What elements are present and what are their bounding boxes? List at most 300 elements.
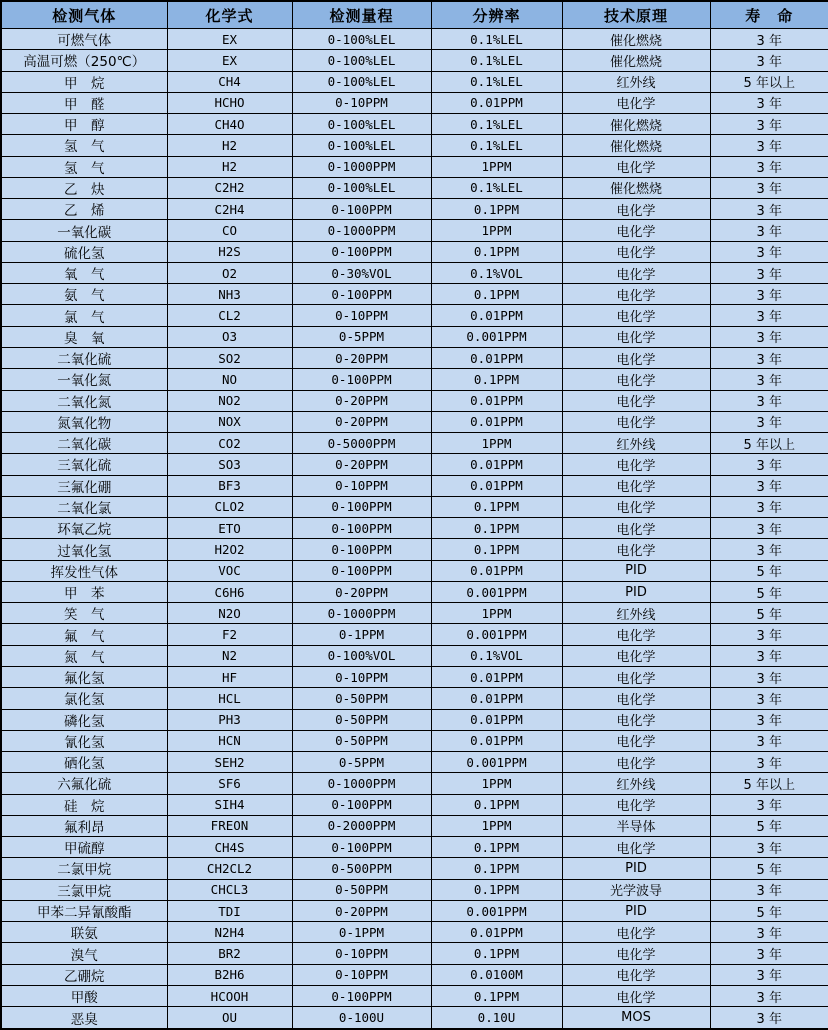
- table-cell: 0.001PPM: [431, 900, 562, 921]
- table-cell: 0-10PPM: [292, 964, 431, 985]
- table-cell: NOX: [167, 411, 292, 432]
- table-row: [1, 433, 828, 454]
- table-cell: CH2CL2: [167, 858, 292, 879]
- table-cell: 3 年: [710, 50, 828, 71]
- table-cell: 红外线: [562, 433, 710, 454]
- table-row: [1, 815, 828, 836]
- table-cell: H2: [167, 135, 292, 156]
- table-row: [1, 135, 828, 156]
- table-cell: 氧 气: [1, 262, 167, 283]
- table-row: [1, 688, 828, 709]
- table-cell: 0-100PPM: [292, 369, 431, 390]
- table-cell: 0.01PPM: [431, 92, 562, 113]
- table-cell: 1PPM: [431, 773, 562, 794]
- table-cell: 电化学: [562, 92, 710, 113]
- table-cell: 5 年: [710, 581, 828, 602]
- table-cell: 乙硼烷: [1, 964, 167, 985]
- table-cell: 0.1PPM: [431, 241, 562, 262]
- table-cell: BR2: [167, 943, 292, 964]
- table-row: [1, 603, 828, 624]
- table-cell: 电化学: [562, 624, 710, 645]
- table-cell: 3 年: [710, 943, 828, 964]
- table-cell: 0.01PPM: [431, 922, 562, 943]
- table-cell: C2H4: [167, 199, 292, 220]
- table-cell: 笑 气: [1, 603, 167, 624]
- table-cell: 恶臭: [1, 1007, 167, 1029]
- table-cell: 过氧化氢: [1, 539, 167, 560]
- table-cell: 联氨: [1, 922, 167, 943]
- table-cell: 电化学: [562, 454, 710, 475]
- table-cell: 甲 醛: [1, 92, 167, 113]
- table-cell: H2: [167, 156, 292, 177]
- table-row: [1, 411, 828, 432]
- table-row: [1, 858, 828, 879]
- table-cell: 高温可燃（250℃）: [1, 50, 167, 71]
- table-cell: C2H2: [167, 177, 292, 198]
- table-cell: 1PPM: [431, 220, 562, 241]
- table-cell: 电化学: [562, 326, 710, 347]
- table-cell: 二氯甲烷: [1, 858, 167, 879]
- table-cell: PH3: [167, 709, 292, 730]
- table-row: [1, 794, 828, 815]
- table-row: [1, 879, 828, 900]
- table-cell: 0.0100M: [431, 964, 562, 985]
- table-cell: 3 年: [710, 794, 828, 815]
- table-cell: 0.1PPM: [431, 794, 562, 815]
- table-cell: 0.1PPM: [431, 539, 562, 560]
- table-cell: 0.01PPM: [431, 666, 562, 687]
- table-cell: 二氧化碳: [1, 433, 167, 454]
- table-row: [1, 390, 828, 411]
- table-cell: 氟化氢: [1, 666, 167, 687]
- table-cell: 0-100PPM: [292, 199, 431, 220]
- table-row: [1, 496, 828, 517]
- table-row: [1, 773, 828, 794]
- table-cell: 红外线: [562, 71, 710, 92]
- table-cell: 0.01PPM: [431, 411, 562, 432]
- table-cell: 0.01PPM: [431, 305, 562, 326]
- table-cell: 0-50PPM: [292, 709, 431, 730]
- table-cell: 电化学: [562, 305, 710, 326]
- table-cell: 红外线: [562, 603, 710, 624]
- table-cell: O2: [167, 262, 292, 283]
- table-cell: 硅 烷: [1, 794, 167, 815]
- table-cell: F2: [167, 624, 292, 645]
- table-cell: 氟利昂: [1, 815, 167, 836]
- table-row: [1, 156, 828, 177]
- table-cell: BF3: [167, 475, 292, 496]
- table-cell: 0-100PPM: [292, 560, 431, 581]
- table-cell: 催化燃烧: [562, 135, 710, 156]
- table-cell: 0.1PPM: [431, 837, 562, 858]
- table-cell: 电化学: [562, 964, 710, 985]
- table-cell: HCL: [167, 688, 292, 709]
- table-cell: 0-10PPM: [292, 92, 431, 113]
- table-cell: 催化燃烧: [562, 177, 710, 198]
- table-row: [1, 666, 828, 687]
- table-cell: 0-20PPM: [292, 900, 431, 921]
- table-cell: 0-100U: [292, 1007, 431, 1029]
- column-header: 寿 命: [710, 1, 828, 29]
- table-cell: 臭 氧: [1, 326, 167, 347]
- table-cell: SF6: [167, 773, 292, 794]
- table-cell: 乙 炔: [1, 177, 167, 198]
- table-cell: 1PPM: [431, 603, 562, 624]
- table-cell: 5 年: [710, 560, 828, 581]
- table-cell: 催化燃烧: [562, 50, 710, 71]
- table-cell: 3 年: [710, 177, 828, 198]
- table-cell: 5 年以上: [710, 71, 828, 92]
- table-cell: 5 年: [710, 603, 828, 624]
- table-cell: HF: [167, 666, 292, 687]
- table-row: [1, 71, 828, 92]
- table-cell: 电化学: [562, 837, 710, 858]
- table-cell: 3 年: [710, 879, 828, 900]
- table-row: [1, 709, 828, 730]
- table-cell: 3 年: [710, 114, 828, 135]
- table-cell: 3 年: [710, 539, 828, 560]
- table-cell: 电化学: [562, 539, 710, 560]
- table-cell: ETO: [167, 518, 292, 539]
- table-cell: CL2: [167, 305, 292, 326]
- table-cell: 0.1PPM: [431, 943, 562, 964]
- table-cell: 甲 醇: [1, 114, 167, 135]
- table-cell: 六氟化硫: [1, 773, 167, 794]
- table-cell: 电化学: [562, 347, 710, 368]
- table-cell: 0.1PPM: [431, 985, 562, 1006]
- table-cell: H2O2: [167, 539, 292, 560]
- table-cell: 0-100PPM: [292, 241, 431, 262]
- table-cell: 3 年: [710, 284, 828, 305]
- table-cell: 5 年: [710, 815, 828, 836]
- table-cell: 3 年: [710, 156, 828, 177]
- table-cell: 0.1PPM: [431, 858, 562, 879]
- table-cell: 催化燃烧: [562, 114, 710, 135]
- table-cell: 3 年: [710, 347, 828, 368]
- table-row: [1, 475, 828, 496]
- table-cell: 0-10PPM: [292, 475, 431, 496]
- table-cell: 电化学: [562, 518, 710, 539]
- table-row: [1, 645, 828, 666]
- column-header: 检测量程: [292, 1, 431, 29]
- table-cell: 甲 苯: [1, 581, 167, 602]
- table-cell: NO2: [167, 390, 292, 411]
- table-cell: 可燃气体: [1, 29, 167, 50]
- table-cell: 0-100%LEL: [292, 71, 431, 92]
- table-row: [1, 985, 828, 1006]
- table-cell: 0-50PPM: [292, 688, 431, 709]
- table-cell: 0.1%LEL: [431, 71, 562, 92]
- column-header: 检测气体: [1, 1, 167, 29]
- table-cell: 光学波导: [562, 879, 710, 900]
- table-cell: 3 年: [710, 645, 828, 666]
- table-cell: 硫化氢: [1, 241, 167, 262]
- table-cell: 0-100%LEL: [292, 177, 431, 198]
- table-row: [1, 305, 828, 326]
- column-header: 技术原理: [562, 1, 710, 29]
- table-cell: 催化燃烧: [562, 29, 710, 50]
- table-cell: 二氧化氯: [1, 496, 167, 517]
- table-cell: 0-50PPM: [292, 879, 431, 900]
- table-cell: 甲 烷: [1, 71, 167, 92]
- table-cell: 三氟化硼: [1, 475, 167, 496]
- column-header: 化学式: [167, 1, 292, 29]
- table-cell: CH4: [167, 71, 292, 92]
- table-cell: 0.1PPM: [431, 879, 562, 900]
- table-cell: 5 年: [710, 900, 828, 921]
- table-cell: SIH4: [167, 794, 292, 815]
- table-cell: 0.001PPM: [431, 752, 562, 773]
- table-cell: MOS: [562, 1007, 710, 1029]
- table-row: [1, 199, 828, 220]
- table-cell: 0-5PPM: [292, 326, 431, 347]
- table-cell: 一氧化氮: [1, 369, 167, 390]
- table-cell: 0-100%LEL: [292, 135, 431, 156]
- table-cell: SEH2: [167, 752, 292, 773]
- table-cell: 三氧化硫: [1, 454, 167, 475]
- table-cell: 0-100PPM: [292, 284, 431, 305]
- table-cell: 0.1%LEL: [431, 29, 562, 50]
- table-cell: 5 年以上: [710, 433, 828, 454]
- table-cell: 氢 气: [1, 135, 167, 156]
- table-cell: 3 年: [710, 326, 828, 347]
- table-cell: 0-1PPM: [292, 624, 431, 645]
- table-cell: 0.01PPM: [431, 709, 562, 730]
- table-cell: 氯 气: [1, 305, 167, 326]
- table-cell: CH4S: [167, 837, 292, 858]
- table-cell: N2H4: [167, 922, 292, 943]
- table-cell: 电化学: [562, 709, 710, 730]
- table-cell: 一氧化碳: [1, 220, 167, 241]
- table-row: [1, 220, 828, 241]
- table-cell: 3 年: [710, 624, 828, 645]
- table-cell: 电化学: [562, 262, 710, 283]
- table-cell: 0-100PPM: [292, 539, 431, 560]
- table-cell: 3 年: [710, 29, 828, 50]
- table-cell: 三氯甲烷: [1, 879, 167, 900]
- table-cell: 电化学: [562, 922, 710, 943]
- table-cell: 0.01PPM: [431, 390, 562, 411]
- table-cell: 3 年: [710, 709, 828, 730]
- table-row: [1, 284, 828, 305]
- table-cell: 电化学: [562, 241, 710, 262]
- table-cell: 0.1%LEL: [431, 177, 562, 198]
- table-cell: 0.01PPM: [431, 475, 562, 496]
- table-cell: N2: [167, 645, 292, 666]
- table-row: [1, 964, 828, 985]
- table-cell: 氨 气: [1, 284, 167, 305]
- table-row: [1, 518, 828, 539]
- table-cell: HCN: [167, 730, 292, 751]
- table-cell: PID: [562, 900, 710, 921]
- table-cell: 氰化氢: [1, 730, 167, 751]
- table-cell: 磷化氢: [1, 709, 167, 730]
- table-cell: 电化学: [562, 284, 710, 305]
- table-row: [1, 752, 828, 773]
- table-cell: 1PPM: [431, 156, 562, 177]
- table-cell: PID: [562, 560, 710, 581]
- table-cell: 3 年: [710, 985, 828, 1006]
- table-cell: 电化学: [562, 730, 710, 751]
- table-cell: 甲硫醇: [1, 837, 167, 858]
- table-row: [1, 581, 828, 602]
- table-cell: EX: [167, 29, 292, 50]
- table-cell: 0-100PPM: [292, 794, 431, 815]
- table-cell: SO2: [167, 347, 292, 368]
- table-row: [1, 454, 828, 475]
- table-cell: 电化学: [562, 411, 710, 432]
- table-cell: 0-20PPM: [292, 411, 431, 432]
- table-row: [1, 92, 828, 113]
- table-cell: 0.1%LEL: [431, 135, 562, 156]
- table-row: [1, 29, 828, 50]
- table-cell: 0.001PPM: [431, 581, 562, 602]
- table-cell: 环氧乙烷: [1, 518, 167, 539]
- table-cell: 3 年: [710, 666, 828, 687]
- table-cell: HCOOH: [167, 985, 292, 1006]
- table-row: [1, 730, 828, 751]
- table-cell: 3 年: [710, 518, 828, 539]
- table-cell: 3 年: [710, 262, 828, 283]
- table-cell: 0-2000PPM: [292, 815, 431, 836]
- table-cell: 3 年: [710, 688, 828, 709]
- table-cell: 挥发性气体: [1, 560, 167, 581]
- table-cell: 甲苯二异氰酸酯: [1, 900, 167, 921]
- table-cell: OU: [167, 1007, 292, 1029]
- table-cell: 0-1000PPM: [292, 220, 431, 241]
- table-cell: 电化学: [562, 943, 710, 964]
- table-cell: 0-100PPM: [292, 518, 431, 539]
- table-cell: 3 年: [710, 199, 828, 220]
- table-cell: 0.1PPM: [431, 518, 562, 539]
- table-cell: 氟 气: [1, 624, 167, 645]
- table-cell: 电化学: [562, 496, 710, 517]
- table-cell: 0.01PPM: [431, 730, 562, 751]
- table-cell: 0-1000PPM: [292, 156, 431, 177]
- table-cell: 半导体: [562, 815, 710, 836]
- table-cell: 电化学: [562, 688, 710, 709]
- table-cell: CO2: [167, 433, 292, 454]
- table-cell: 氮氧化物: [1, 411, 167, 432]
- header-row: [1, 1, 828, 29]
- table-cell: 0-100PPM: [292, 496, 431, 517]
- table-cell: PID: [562, 581, 710, 602]
- table-row: [1, 369, 828, 390]
- table-cell: 电化学: [562, 475, 710, 496]
- table-cell: 0-30%VOL: [292, 262, 431, 283]
- table-cell: 0-10PPM: [292, 305, 431, 326]
- table-cell: 3 年: [710, 390, 828, 411]
- table-row: [1, 539, 828, 560]
- table-cell: 3 年: [710, 454, 828, 475]
- table-cell: 0.1%LEL: [431, 114, 562, 135]
- table-cell: 3 年: [710, 369, 828, 390]
- table-cell: 氮 气: [1, 645, 167, 666]
- table-row: [1, 347, 828, 368]
- table-row: [1, 837, 828, 858]
- table-cell: 电化学: [562, 199, 710, 220]
- table-cell: 0.10U: [431, 1007, 562, 1029]
- table-cell: EX: [167, 50, 292, 71]
- table-cell: 0.01PPM: [431, 688, 562, 709]
- table-cell: VOC: [167, 560, 292, 581]
- table-cell: 3 年: [710, 135, 828, 156]
- table-cell: 电化学: [562, 390, 710, 411]
- table-cell: CH4O: [167, 114, 292, 135]
- table-cell: 1PPM: [431, 815, 562, 836]
- table-cell: 0.01PPM: [431, 454, 562, 475]
- table-cell: FREON: [167, 815, 292, 836]
- table-row: [1, 1007, 828, 1029]
- table-row: [1, 114, 828, 135]
- table-cell: 0-100%LEL: [292, 29, 431, 50]
- table-cell: 氯化氢: [1, 688, 167, 709]
- table-cell: 电化学: [562, 752, 710, 773]
- table-row: [1, 900, 828, 921]
- table-cell: 0.001PPM: [431, 326, 562, 347]
- table-row: [1, 262, 828, 283]
- table-cell: 0-20PPM: [292, 454, 431, 475]
- table-cell: 0.1PPM: [431, 496, 562, 517]
- table-row: [1, 922, 828, 943]
- table-cell: 5 年以上: [710, 773, 828, 794]
- table-cell: CLO2: [167, 496, 292, 517]
- table-cell: 电化学: [562, 369, 710, 390]
- table-cell: 0.1PPM: [431, 369, 562, 390]
- column-header: 分辨率: [431, 1, 562, 29]
- table-cell: 0.1%VOL: [431, 262, 562, 283]
- table-cell: 0.01PPM: [431, 347, 562, 368]
- table-cell: 0-100PPM: [292, 837, 431, 858]
- table-cell: 电化学: [562, 985, 710, 1006]
- table-cell: 0-100PPM: [292, 985, 431, 1006]
- table-cell: 3 年: [710, 752, 828, 773]
- table-row: [1, 326, 828, 347]
- table-cell: 电化学: [562, 220, 710, 241]
- table-cell: 0-50PPM: [292, 730, 431, 751]
- table-cell: 溴气: [1, 943, 167, 964]
- table-cell: 3 年: [710, 241, 828, 262]
- table-cell: 电化学: [562, 645, 710, 666]
- table-row: [1, 624, 828, 645]
- table-cell: 3 年: [710, 837, 828, 858]
- table-cell: H2S: [167, 241, 292, 262]
- table-cell: 0-5PPM: [292, 752, 431, 773]
- table-cell: 乙 烯: [1, 199, 167, 220]
- table-cell: 3 年: [710, 496, 828, 517]
- table-cell: 0-5000PPM: [292, 433, 431, 454]
- table-cell: 3 年: [710, 92, 828, 113]
- table-cell: 0-1PPM: [292, 922, 431, 943]
- table-cell: N2O: [167, 603, 292, 624]
- table-cell: 0-10PPM: [292, 943, 431, 964]
- table-cell: 电化学: [562, 666, 710, 687]
- table-cell: 0-1000PPM: [292, 603, 431, 624]
- table-cell: 电化学: [562, 156, 710, 177]
- table-cell: 0.1%VOL: [431, 645, 562, 666]
- table-row: [1, 241, 828, 262]
- table-cell: 0-20PPM: [292, 347, 431, 368]
- table-cell: 0.01PPM: [431, 560, 562, 581]
- table-cell: 3 年: [710, 964, 828, 985]
- table-cell: PID: [562, 858, 710, 879]
- table-cell: 电化学: [562, 794, 710, 815]
- table-cell: NO: [167, 369, 292, 390]
- table-row: [1, 177, 828, 198]
- table-cell: SO3: [167, 454, 292, 475]
- table-cell: 5 年: [710, 858, 828, 879]
- table-cell: 0.1PPM: [431, 199, 562, 220]
